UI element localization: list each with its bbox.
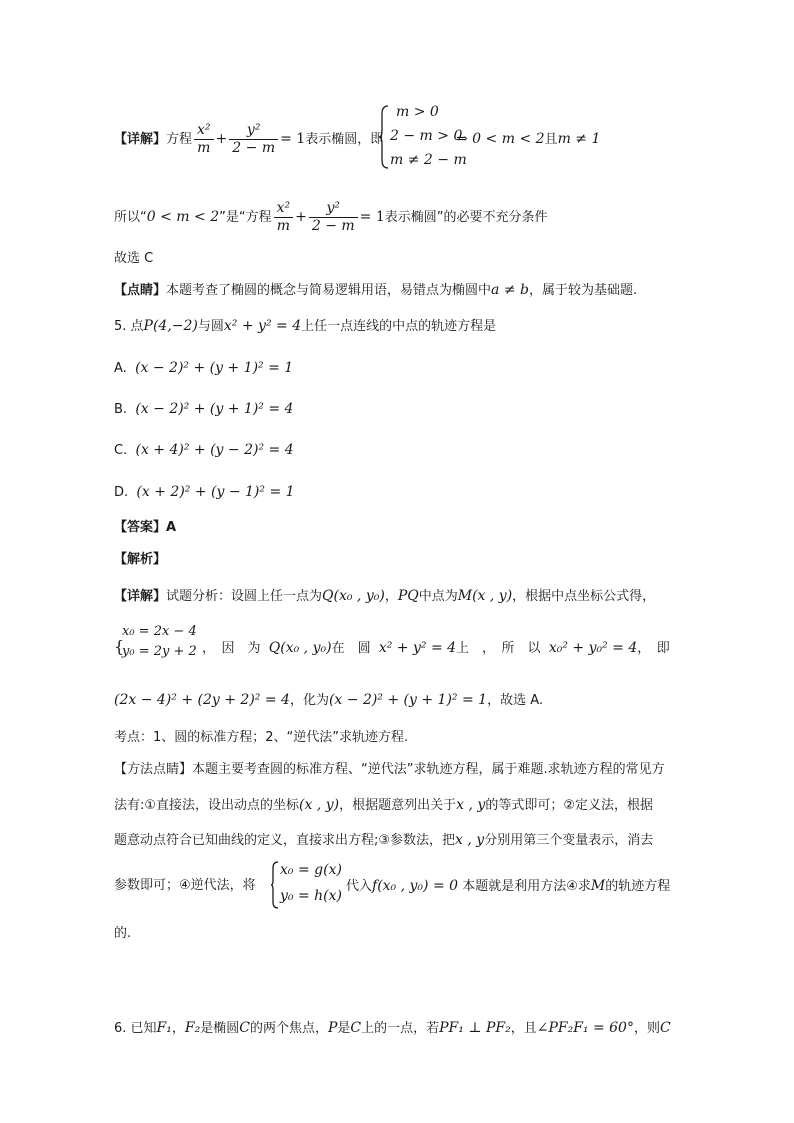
conclusion-line xyxy=(114,200,548,235)
comment1-text-2: ，属于较为基础题. xyxy=(528,283,638,298)
detail2-q2: Q(x₀ , y₀) xyxy=(268,640,332,656)
option-label: C. xyxy=(114,443,128,458)
detail1-lead: 方程 xyxy=(166,132,193,147)
q6-c3: C xyxy=(659,1020,671,1036)
q5-option-d xyxy=(114,482,295,503)
comment1-text: 本题考查了椭圆的概念与简易逻辑用语，易错点为椭圆中 xyxy=(166,283,492,298)
detail2-sum: x₀² + y₀² = 4 xyxy=(548,640,638,656)
option-expr: (x + 4)² + (y − 2)² = 4 xyxy=(135,442,294,458)
q6-text-a: 6. 已知 xyxy=(114,1021,157,1036)
detail1-line xyxy=(114,122,383,157)
detail2-expr2: (x − 2)² + (y + 1)² = 1 xyxy=(328,692,488,708)
detail1-frac1: $\frac{\text{x²}}{m}$ xyxy=(194,122,214,157)
q5-circle: x² + y² = 4 xyxy=(223,318,302,334)
detail2-text-a: 试题分析：设圆上任一点为 xyxy=(166,589,323,604)
detail1-system xyxy=(378,104,601,174)
method-text-4a: 参数即可；④逆代法，将 xyxy=(114,878,256,893)
conclusion-plus: + xyxy=(295,209,307,225)
detail1-eq: = 1 xyxy=(280,131,306,147)
method-math-2: (x , y) xyxy=(299,797,340,813)
method-text-4d: 的轨迹方程 xyxy=(605,879,671,894)
q5-stem-b: 与圆 xyxy=(197,319,224,334)
method-text-3a: 题意动点符合已知曲线的定义，直接求出方程;③参数法，把 xyxy=(114,833,456,848)
detail2-text-d: ，根据中点坐标公式得， xyxy=(512,589,656,604)
method-text-2a: 法有:①直接法，设出动点的坐标 xyxy=(114,798,300,813)
method-text-1: 【方法点睛】本题主要考查圆的标准方程、“逆代法”求轨迹方程，属于难题.求轨迹方程的常见方 xyxy=(114,762,665,777)
method-line-4b xyxy=(346,876,670,897)
q5-stem-c: 上任一点连线的中点的轨迹方程是 xyxy=(301,319,497,334)
detail2-comma: ， xyxy=(384,589,398,604)
q6-c2: C xyxy=(350,1020,362,1036)
detail2-label: 【详解】 xyxy=(114,589,167,604)
q6-text-f: 上的一点，若 xyxy=(361,1021,440,1036)
method-system xyxy=(270,860,350,910)
option-expr: (x + 2)² + (y − 1)² = 1 xyxy=(136,484,295,500)
detail2-sys-1: x₀ = 2x − 4 xyxy=(122,624,197,639)
method-math-4b: M xyxy=(590,878,606,894)
q6-f2: F₂ xyxy=(184,1020,201,1036)
method-math-4: f(x₀ , y₀) = 0 xyxy=(372,878,459,894)
q6-angle: ∠PF₂F₁ = 60° xyxy=(536,1020,634,1036)
q5-option-c xyxy=(114,440,294,461)
q5-point: P(4,−2) xyxy=(143,318,198,334)
q5-option-a xyxy=(114,358,293,379)
q6-p: P xyxy=(327,1020,338,1036)
detail1-sys-2: 2 − m > 0 xyxy=(390,128,463,144)
method-text-3b: 分别用第三个变量表示，消去 xyxy=(484,833,654,848)
conclusion-eq: = 1 xyxy=(359,209,385,225)
detail1-sys-3: m ≠ 2 − m xyxy=(390,152,467,168)
option-label: D. xyxy=(114,485,129,500)
small-brace-icon: { xyxy=(114,637,125,656)
detail2-mid: ，化为 xyxy=(289,693,329,708)
choose-c: 故选 C xyxy=(114,251,154,266)
detail2-expr: (2x − 4)² + (2y + 2)² = 4 xyxy=(114,692,290,708)
q6-c: C xyxy=(239,1020,250,1036)
method-line-4 xyxy=(114,876,256,896)
detail1-sys-1: m > 0 xyxy=(396,104,439,120)
detail2-text-c: 中点为 xyxy=(418,589,458,604)
detail2-line-2 xyxy=(202,638,670,659)
detail2-line-1 xyxy=(114,586,655,607)
conclusion-text-1: 所以“ xyxy=(114,210,147,225)
detail2-text-g: 上 ， 所 以 xyxy=(456,641,541,656)
detail2-q: Q(x₀ , y₀) xyxy=(322,588,385,604)
detail1-frac2: $\frac{\text{y²}}{2 - m}$ xyxy=(229,122,278,157)
detail1-label: 【详解】 xyxy=(114,132,167,147)
q6-f1: F₁ xyxy=(156,1020,172,1036)
detail1-and: 且 xyxy=(544,132,558,147)
q5-stem-a: 5. 点 xyxy=(114,319,144,334)
comment1-math: a ≠ b xyxy=(491,282,529,298)
q6-text-g: ，且 xyxy=(510,1021,537,1036)
method-line-2 xyxy=(114,795,653,816)
detail1-cond2: m ≠ 1 xyxy=(557,131,601,147)
method-text-2c: 的等式即可；②定义法，根据 xyxy=(485,798,653,813)
detail2-sys-2: y₀ = 2y + 2 xyxy=(122,644,197,659)
conclusion-frac1: $\frac{\text{x²}}{m}$ xyxy=(274,200,294,235)
q6-stem xyxy=(114,1018,671,1039)
detail2-circle: x² + y² = 4 xyxy=(378,640,457,656)
method-line-5: 的. xyxy=(114,926,132,941)
conclusion-text-2: ”是“方程 xyxy=(219,210,272,225)
conclusion-text-3: 表示椭圆”的必要不充分条件 xyxy=(384,210,548,225)
q6-text-e: 是 xyxy=(337,1021,351,1036)
q5-option-b xyxy=(114,399,293,420)
method-line-3 xyxy=(114,830,653,851)
q6-perp: PF₁ ⊥ PF₂ xyxy=(439,1020,511,1036)
method-sys-1: x₀ = g(x) xyxy=(280,862,342,878)
method-text-2b: ，根据题意列出关于 xyxy=(339,798,457,813)
method-text-4c: 本题就是利用方法④求 xyxy=(462,879,591,894)
detail1-implies: ⇒ 0 < m < 2 xyxy=(456,131,545,147)
q6-text-c: 是椭圆 xyxy=(200,1021,240,1036)
detail1-mid: 表示椭圆，即 xyxy=(305,132,384,147)
q5-answer: 【答案】A xyxy=(114,520,177,535)
detail2-end: ，故选 A. xyxy=(487,693,544,708)
q6-comma: ， xyxy=(171,1021,185,1036)
conclusion-range: 0 < m < 2 xyxy=(146,209,220,225)
method-sys-2: y₀ = h(x) xyxy=(280,888,342,904)
method-math-3: x , y xyxy=(455,832,485,848)
option-expr: (x − 2)² + (y + 1)² = 4 xyxy=(135,401,294,417)
detail1-plus: + xyxy=(215,131,228,147)
detail2-text-f: 在 圆 xyxy=(331,641,371,656)
comment1-label: 【点睛】 xyxy=(114,283,167,298)
option-label: A. xyxy=(114,361,127,376)
detail2-m: M(x , y) xyxy=(457,588,513,604)
option-expr: (x − 2)² + (y + 1)² = 1 xyxy=(135,360,294,376)
method-text-4b: 代入 xyxy=(346,879,373,894)
detail2-text-e: ， 因 为 xyxy=(202,641,261,656)
q6-text-d: 的两个焦点， xyxy=(249,1021,328,1036)
q6-text-h: ，则 xyxy=(633,1021,660,1036)
method-math-2b: x , y xyxy=(456,797,486,813)
kaodian-line: 考点：1、圆的标准方程；2、“逆代法”求轨迹方程. xyxy=(114,730,409,745)
comment1-line xyxy=(114,280,637,301)
detail2-text-i: ， 即 xyxy=(637,641,670,656)
detail2-pq: PQ xyxy=(397,588,419,604)
conclusion-frac2: $\frac{\text{y²}}{2 - m}$ xyxy=(309,200,358,235)
method-line-1 xyxy=(114,760,665,780)
detail2-line-3 xyxy=(114,690,543,711)
option-label: B. xyxy=(114,402,128,417)
q5-analysis: 【解析】 xyxy=(114,552,167,567)
q5-stem xyxy=(114,316,496,337)
left-brace-icon xyxy=(270,860,280,910)
